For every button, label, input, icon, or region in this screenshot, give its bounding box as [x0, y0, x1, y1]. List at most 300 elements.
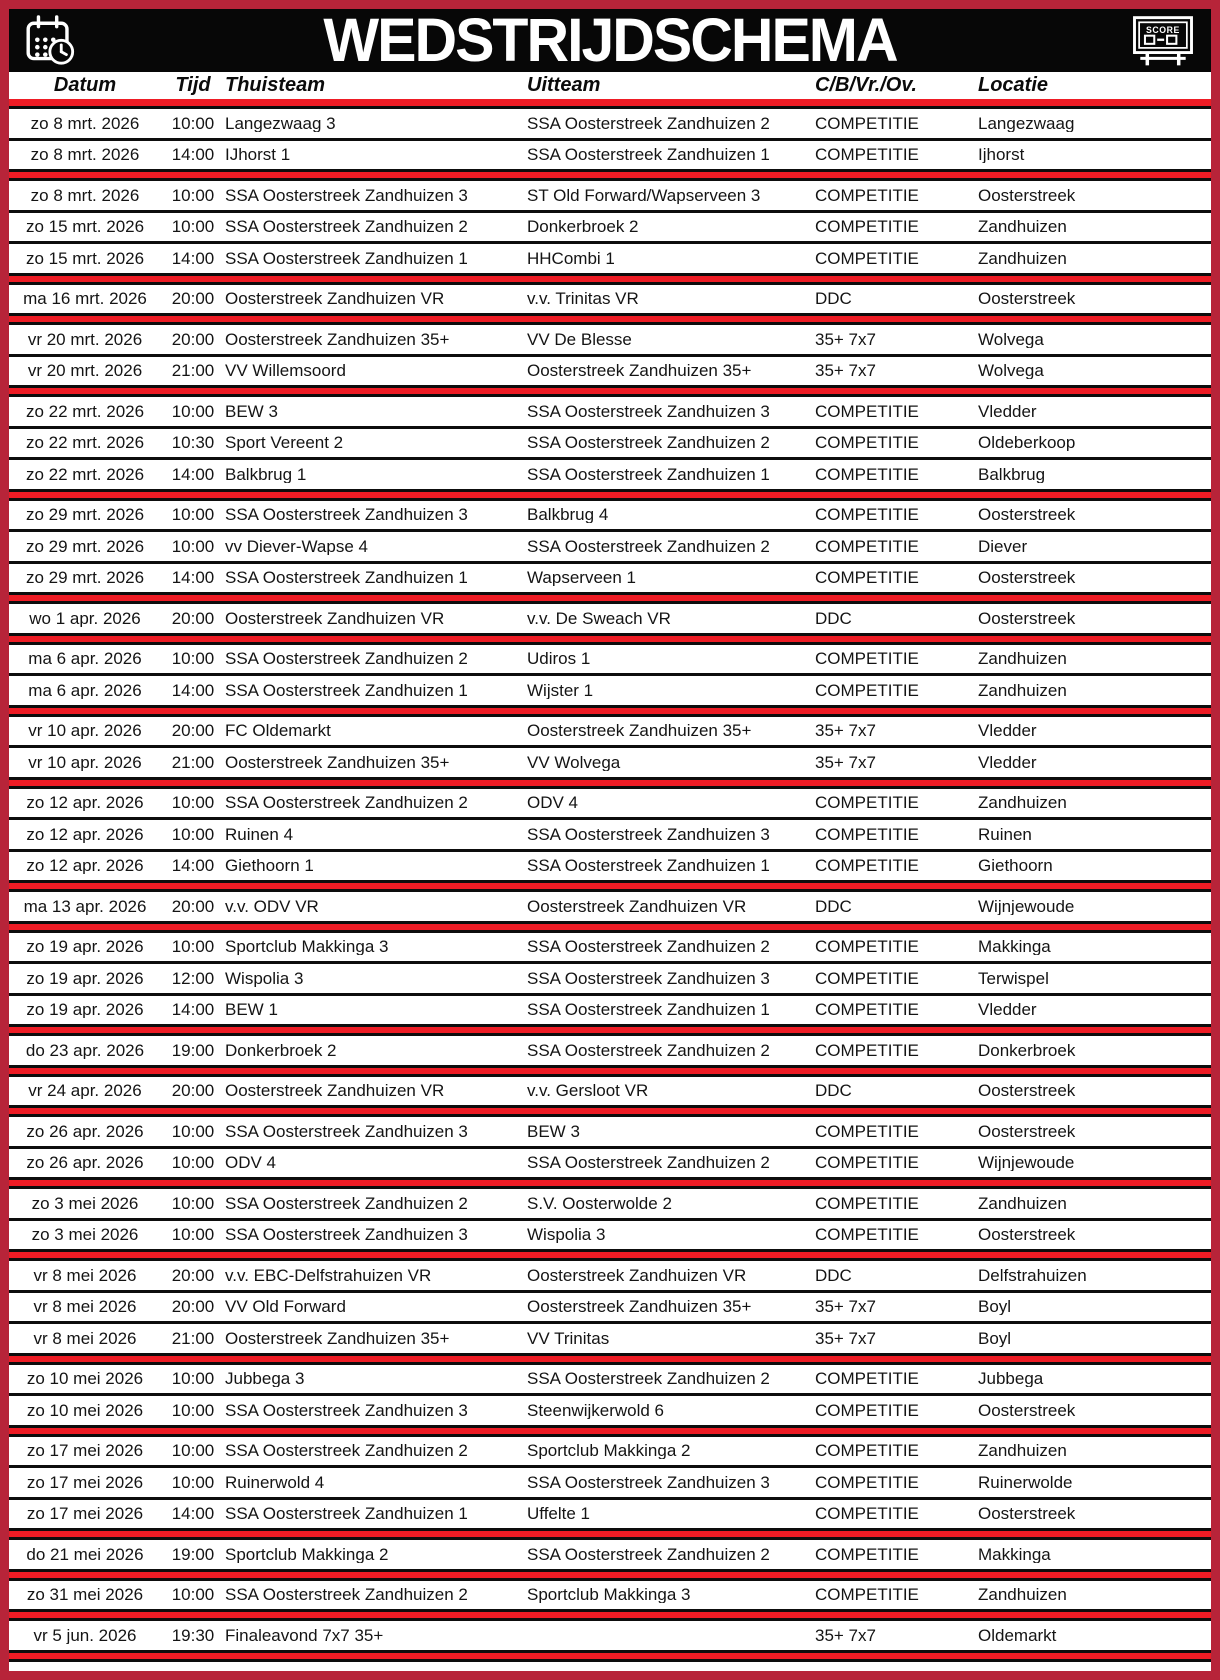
table-row [9, 1321, 1211, 1353]
cell-thuisteam: SSA Oosterstreek Zandhuizen 3 [225, 1122, 468, 1140]
cell-locatie: Diever [978, 537, 1028, 555]
cell-datum: zo 22 mrt. 2026 [25, 434, 145, 452]
cell-tijd: 14:00 [171, 1505, 215, 1523]
group-separator [9, 273, 1211, 285]
table-row [9, 1218, 1211, 1250]
group-separator [9, 633, 1211, 645]
cell-locatie: Ruinen [978, 825, 1032, 843]
cell-tijd: 10:00 [171, 1473, 215, 1491]
cell-uitteam: v.v. Gersloot VR [527, 1082, 649, 1100]
cell-uitteam: BEW 3 [527, 1122, 580, 1140]
cell-categorie: COMPETITIE [815, 569, 919, 587]
cell-categorie: COMPETITIE [815, 650, 919, 668]
group-separator [9, 1353, 1211, 1365]
cell-thuisteam: IJhorst 1 [225, 146, 291, 164]
cell-datum: zo 31 mei 2026 [26, 1586, 144, 1604]
table-row [9, 717, 1211, 746]
cell-uitteam: SSA Oosterstreek Zandhuizen 1 [527, 1001, 770, 1019]
cell-thuisteam: Sportclub Makkinga 2 [225, 1545, 389, 1563]
cell-thuisteam: SSA Oosterstreek Zandhuizen 3 [225, 186, 468, 204]
table-row [9, 1437, 1211, 1466]
cell-locatie: Oosterstreek [978, 1122, 1076, 1140]
cell-thuisteam: VV Old Forward [225, 1298, 346, 1316]
cell-locatie: Oosterstreek [978, 1505, 1076, 1523]
cell-thuisteam: Oosterstreek Zandhuizen 35+ [225, 1329, 450, 1347]
cell-locatie: Balkbrug [978, 465, 1046, 483]
cell-tijd: 21:00 [171, 1329, 215, 1347]
cell-thuisteam: Finaleavond 7x7 35+ [225, 1626, 384, 1644]
cell-categorie: 35+ 7x7 [815, 722, 876, 740]
cell-uitteam: SSA Oosterstreek Zandhuizen 1 [527, 146, 770, 164]
cell-locatie: Makkinga [978, 1545, 1051, 1563]
group-separator [9, 169, 1211, 181]
group-separator [9, 777, 1211, 789]
cell-datum: zo 15 mrt. 2026 [25, 249, 145, 267]
cell-categorie: COMPETITIE [815, 1442, 919, 1460]
cell-thuisteam: BEW 1 [225, 1001, 278, 1019]
match-group [9, 789, 1211, 881]
cell-thuisteam: Langezwaag 3 [225, 114, 336, 132]
cell-tijd: 20:00 [171, 290, 215, 308]
cell-thuisteam: Oosterstreek Zandhuizen 35+ [225, 330, 450, 348]
cell-datum: zo 17 mei 2026 [26, 1505, 144, 1523]
table-row [9, 1036, 1211, 1065]
cell-datum: zo 8 mrt. 2026 [30, 114, 140, 132]
cell-uitteam: SSA Oosterstreek Zandhuizen 1 [527, 465, 770, 483]
cell-categorie: COMPETITIE [815, 825, 919, 843]
cell-locatie: Oldeberkoop [978, 434, 1076, 452]
cell-uitteam: Wijster 1 [527, 681, 594, 699]
column-header-categorie: C/B/Vr./Ov. [815, 74, 917, 96]
cell-locatie: Wijnjewoude [978, 1154, 1075, 1172]
cell-datum: zo 22 mrt. 2026 [25, 465, 145, 483]
cell-tijd: 10:30 [171, 434, 215, 452]
cell-tijd: 14:00 [171, 146, 215, 164]
cell-locatie: Oldemarkt [978, 1626, 1057, 1644]
group-separator [9, 1249, 1211, 1261]
cell-thuisteam: SSA Oosterstreek Zandhuizen 3 [225, 506, 468, 524]
cell-datum: zo 3 mei 2026 [31, 1226, 139, 1244]
cell-tijd: 14:00 [171, 569, 215, 587]
cell-locatie: Makkinga [978, 938, 1051, 956]
cell-uitteam: Oosterstreek Zandhuizen VR [527, 1266, 747, 1284]
cell-thuisteam: SSA Oosterstreek Zandhuizen 2 [225, 1194, 468, 1212]
cell-tijd: 20:00 [171, 1082, 215, 1100]
group-separator [9, 1024, 1211, 1036]
cell-locatie: Wolvega [978, 330, 1044, 348]
table-row [9, 354, 1211, 386]
cell-uitteam: Oosterstreek Zandhuizen 35+ [527, 722, 752, 740]
cell-uitteam: Balkbrug 4 [527, 506, 609, 524]
cell-tijd: 19:00 [171, 1545, 215, 1563]
match-group [9, 325, 1211, 385]
cell-categorie: COMPETITIE [815, 402, 919, 420]
cell-locatie: Oosterstreek [978, 1082, 1076, 1100]
match-group [9, 397, 1211, 489]
cell-uitteam: Uffelte 1 [527, 1505, 591, 1523]
cell-thuisteam: SSA Oosterstreek Zandhuizen 1 [225, 569, 468, 587]
table-row [9, 561, 1211, 593]
cell-datum: vr 5 jun. 2026 [33, 1626, 137, 1644]
cell-tijd: 10:00 [171, 1442, 215, 1460]
cell-uitteam: v.v. Trinitas VR [527, 290, 639, 308]
cell-datum: zo 10 mei 2026 [26, 1401, 144, 1419]
cell-tijd: 14:00 [171, 249, 215, 267]
cell-tijd: 10:00 [171, 537, 215, 555]
cell-datum: do 21 mei 2026 [26, 1545, 144, 1563]
cell-tijd: 20:00 [171, 1266, 215, 1284]
match-group [9, 717, 1211, 777]
cell-uitteam: S.V. Oosterwolde 2 [527, 1194, 672, 1212]
table-row [9, 604, 1211, 633]
cell-locatie: Zandhuizen [978, 1442, 1067, 1460]
cell-locatie: Delfstrahuizen [978, 1266, 1087, 1284]
schedule-body [9, 109, 1211, 1662]
cell-datum: zo 29 mrt. 2026 [25, 506, 145, 524]
cell-uitteam: Oosterstreek Zandhuizen VR [527, 897, 747, 915]
cell-locatie: Oosterstreek [978, 186, 1076, 204]
cell-uitteam: SSA Oosterstreek Zandhuizen 1 [527, 857, 770, 875]
cell-locatie: Zandhuizen [978, 1586, 1067, 1604]
column-header-locatie: Locatie [978, 74, 1049, 96]
cell-thuisteam: v.v. EBC-Delfstrahuizen VR [225, 1266, 432, 1284]
group-separator [9, 1177, 1211, 1189]
cell-uitteam: SSA Oosterstreek Zandhuizen 2 [527, 114, 770, 132]
match-group [9, 645, 1211, 705]
group-separator [9, 921, 1211, 933]
cell-uitteam: Udiros 1 [527, 650, 591, 668]
cell-uitteam: SSA Oosterstreek Zandhuizen 2 [527, 1370, 770, 1388]
cell-locatie: Boyl [978, 1298, 1012, 1316]
cell-uitteam: SSA Oosterstreek Zandhuizen 2 [527, 537, 770, 555]
match-group [9, 1540, 1211, 1569]
cell-categorie: COMPETITIE [815, 465, 919, 483]
table-row [9, 1117, 1211, 1146]
column-header-row [9, 72, 1211, 99]
header-separator [9, 99, 1211, 109]
table-row [9, 325, 1211, 354]
cell-categorie: 35+ 7x7 [815, 1626, 876, 1644]
cell-thuisteam: Ruinen 4 [225, 825, 294, 843]
cell-thuisteam: SSA Oosterstreek Zandhuizen 2 [225, 1442, 468, 1460]
cell-locatie: Vledder [978, 753, 1037, 771]
cell-uitteam: Sportclub Makkinga 2 [527, 1442, 691, 1460]
cell-uitteam: ODV 4 [527, 794, 579, 812]
cell-tijd: 10:00 [171, 1401, 215, 1419]
table-row [9, 1290, 1211, 1322]
cell-tijd: 10:00 [171, 506, 215, 524]
cell-uitteam: SSA Oosterstreek Zandhuizen 2 [527, 1545, 770, 1563]
group-separator [9, 1609, 1211, 1621]
table-row [9, 993, 1211, 1025]
table-row [9, 1261, 1211, 1290]
group-separator [9, 880, 1211, 892]
cell-tijd: 20:00 [171, 722, 215, 740]
table-row [9, 1146, 1211, 1178]
cell-locatie: Langezwaag [978, 114, 1075, 132]
cell-thuisteam: Oosterstreek Zandhuizen VR [225, 609, 445, 627]
cell-datum: zo 3 mei 2026 [31, 1194, 139, 1212]
cell-datum: zo 26 apr. 2026 [26, 1122, 144, 1140]
cell-uitteam: SSA Oosterstreek Zandhuizen 2 [527, 1041, 770, 1059]
cell-uitteam: SSA Oosterstreek Zandhuizen 2 [527, 938, 770, 956]
cell-categorie: 35+ 7x7 [815, 1298, 876, 1316]
table-row [9, 181, 1211, 210]
cell-categorie: COMPETITIE [815, 1586, 919, 1604]
cell-uitteam: SSA Oosterstreek Zandhuizen 3 [527, 825, 770, 843]
match-group [9, 109, 1211, 169]
cell-locatie: Zandhuizen [978, 218, 1067, 236]
column-header-tijd: Tijd [175, 74, 211, 96]
cell-categorie: COMPETITIE [815, 1401, 919, 1419]
table-row [9, 1497, 1211, 1529]
cell-uitteam: ST Old Forward/Wapserveen 3 [527, 186, 761, 204]
group-separator [9, 592, 1211, 604]
match-group [9, 604, 1211, 633]
cell-thuisteam: BEW 3 [225, 402, 278, 420]
cell-thuisteam: v.v. ODV VR [225, 897, 319, 915]
cell-datum: zo 12 apr. 2026 [26, 857, 144, 875]
cell-categorie: COMPETITIE [815, 114, 919, 132]
table-row [9, 933, 1211, 962]
match-group [9, 1189, 1211, 1249]
cell-thuisteam: Oosterstreek Zandhuizen 35+ [225, 753, 450, 771]
cell-categorie: 35+ 7x7 [815, 362, 876, 380]
cell-thuisteam: SSA Oosterstreek Zandhuizen 1 [225, 249, 468, 267]
table-row [9, 892, 1211, 921]
cell-categorie: COMPETITIE [815, 537, 919, 555]
cell-locatie: Zandhuizen [978, 794, 1067, 812]
cell-tijd: 10:00 [171, 938, 215, 956]
cell-tijd: 14:00 [171, 857, 215, 875]
group-separator [9, 1528, 1211, 1540]
cell-categorie: DDC [815, 1266, 852, 1284]
cell-categorie: DDC [815, 609, 852, 627]
cell-locatie: Giethoorn [978, 857, 1053, 875]
cell-uitteam: VV De Blesse [527, 330, 632, 348]
cell-tijd: 19:30 [171, 1626, 215, 1644]
cell-thuisteam: FC Oldemarkt [225, 722, 331, 740]
cell-tijd: 10:00 [171, 794, 215, 812]
cell-datum: zo 22 mrt. 2026 [25, 402, 145, 420]
cell-categorie: COMPETITIE [815, 1154, 919, 1172]
scoreboard-icon [1131, 15, 1195, 68]
cell-thuisteam: Giethoorn 1 [225, 857, 314, 875]
table-row [9, 1077, 1211, 1106]
cell-locatie: Jubbega [978, 1370, 1044, 1388]
cell-tijd: 21:00 [171, 753, 215, 771]
cell-tijd: 20:00 [171, 897, 215, 915]
match-group [9, 1365, 1211, 1425]
cell-locatie: Oosterstreek [978, 1226, 1076, 1244]
cell-datum: zo 10 mei 2026 [26, 1370, 144, 1388]
cell-tijd: 12:00 [171, 969, 215, 987]
cell-categorie: COMPETITIE [815, 1473, 919, 1491]
table-row [9, 210, 1211, 242]
table-row [9, 817, 1211, 849]
table-row [9, 1365, 1211, 1394]
match-group [9, 285, 1211, 314]
cell-locatie: Vledder [978, 722, 1037, 740]
cell-categorie: COMPETITIE [815, 1122, 919, 1140]
cell-datum: ma 16 mrt. 2026 [23, 290, 147, 308]
cell-datum: ma 6 apr. 2026 [28, 681, 142, 699]
cell-datum: wo 1 apr. 2026 [29, 609, 141, 627]
page-title: WEDSTRIJDSCHEMA [323, 5, 897, 75]
cell-categorie: COMPETITIE [815, 506, 919, 524]
cell-locatie: Oosterstreek [978, 569, 1076, 587]
cell-thuisteam: Sportclub Makkinga 3 [225, 938, 389, 956]
match-group [9, 1261, 1211, 1353]
match-group [9, 1581, 1211, 1610]
cell-categorie: COMPETITIE [815, 1226, 919, 1244]
cell-thuisteam: Oosterstreek Zandhuizen VR [225, 290, 445, 308]
cell-locatie: Zandhuizen [978, 249, 1067, 267]
cell-thuisteam: Oosterstreek Zandhuizen VR [225, 1082, 445, 1100]
cell-uitteam: Oosterstreek Zandhuizen 35+ [527, 362, 752, 380]
table-row [9, 673, 1211, 705]
cell-uitteam: VV Wolvega [527, 753, 621, 771]
cell-tijd: 10:00 [171, 1122, 215, 1140]
cell-locatie: Oosterstreek [978, 1401, 1076, 1419]
cell-datum: zo 19 apr. 2026 [26, 1001, 144, 1019]
cell-categorie: COMPETITIE [815, 1041, 919, 1059]
cell-locatie: Vledder [978, 1001, 1037, 1019]
cell-datum: vr 24 apr. 2026 [28, 1082, 142, 1100]
cell-thuisteam: VV Willemsoord [225, 362, 346, 380]
table-row [9, 1540, 1211, 1569]
table-row [9, 1465, 1211, 1497]
cell-thuisteam: SSA Oosterstreek Zandhuizen 2 [225, 218, 468, 236]
cell-locatie: Wolvega [978, 362, 1044, 380]
table-row [9, 241, 1211, 273]
table-row [9, 109, 1211, 138]
group-separator [9, 1065, 1211, 1077]
cell-locatie: Terwispel [978, 969, 1049, 987]
cell-uitteam: Wapserveen 1 [527, 569, 636, 587]
cell-datum: zo 8 mrt. 2026 [30, 146, 140, 164]
cell-uitteam: SSA Oosterstreek Zandhuizen 2 [527, 434, 770, 452]
column-header-thuisteam: Thuisteam [225, 74, 326, 96]
cell-uitteam: VV Trinitas [527, 1329, 610, 1347]
cell-uitteam: Wispolia 3 [527, 1226, 606, 1244]
table-row [9, 501, 1211, 530]
cell-locatie: Ruinerwolde [978, 1473, 1073, 1491]
cell-tijd: 10:00 [171, 114, 215, 132]
cell-categorie: COMPETITIE [815, 434, 919, 452]
column-header-datum: Datum [53, 74, 117, 96]
cell-datum: zo 12 apr. 2026 [26, 825, 144, 843]
bottom-separator [9, 1650, 1211, 1662]
table-row [9, 645, 1211, 674]
group-separator [9, 1425, 1211, 1437]
cell-tijd: 20:00 [171, 1298, 215, 1316]
cell-thuisteam: SSA Oosterstreek Zandhuizen 2 [225, 1586, 468, 1604]
cell-categorie: COMPETITIE [815, 681, 919, 699]
cell-tijd: 10:00 [171, 1194, 215, 1212]
cell-locatie: Oosterstreek [978, 290, 1076, 308]
cell-tijd: 10:00 [171, 1154, 215, 1172]
cell-tijd: 10:00 [171, 1370, 215, 1388]
cell-categorie: COMPETITIE [815, 938, 919, 956]
table-row [9, 745, 1211, 777]
cell-categorie: COMPETITIE [815, 1001, 919, 1019]
cell-tijd: 10:00 [171, 186, 215, 204]
cell-categorie: DDC [815, 897, 852, 915]
cell-locatie: Zandhuizen [978, 1194, 1067, 1212]
cell-locatie: Zandhuizen [978, 650, 1067, 668]
group-separator [9, 385, 1211, 397]
cell-thuisteam: vv Diever-Wapse 4 [225, 537, 368, 555]
cell-tijd: 14:00 [171, 465, 215, 483]
cell-uitteam: Sportclub Makkinga 3 [527, 1586, 691, 1604]
cell-datum: vr 10 apr. 2026 [28, 722, 142, 740]
cell-datum: do 23 apr. 2026 [25, 1041, 145, 1059]
cell-datum: ma 6 apr. 2026 [28, 650, 142, 668]
table-row [9, 961, 1211, 993]
cell-uitteam: Donkerbroek 2 [527, 218, 639, 236]
cell-locatie: Oosterstreek [978, 506, 1076, 524]
cell-datum: zo 19 apr. 2026 [26, 938, 144, 956]
cell-categorie: DDC [815, 1082, 852, 1100]
cell-categorie: COMPETITIE [815, 218, 919, 236]
cell-uitteam: SSA Oosterstreek Zandhuizen 3 [527, 969, 770, 987]
cell-categorie: 35+ 7x7 [815, 1329, 876, 1347]
table-row [9, 849, 1211, 881]
cell-thuisteam: SSA Oosterstreek Zandhuizen 2 [225, 794, 468, 812]
cell-datum: vr 10 apr. 2026 [28, 753, 142, 771]
cell-categorie: COMPETITIE [815, 1505, 919, 1523]
cell-locatie: Oosterstreek [978, 609, 1076, 627]
group-separator [9, 1105, 1211, 1117]
cell-uitteam: Oosterstreek Zandhuizen 35+ [527, 1298, 752, 1316]
cell-datum: zo 29 mrt. 2026 [25, 569, 145, 587]
cell-categorie: COMPETITIE [815, 146, 919, 164]
match-group [9, 1621, 1211, 1650]
title-bar [9, 5, 1211, 75]
group-separator [9, 705, 1211, 717]
group-separator [9, 1569, 1211, 1581]
cell-datum: vr 20 mrt. 2026 [27, 362, 143, 380]
cell-thuisteam: Donkerbroek 2 [225, 1041, 337, 1059]
cell-datum: zo 26 apr. 2026 [26, 1154, 144, 1172]
table-row [9, 426, 1211, 458]
table-row [9, 138, 1211, 170]
cell-categorie: DDC [815, 290, 852, 308]
cell-locatie: Vledder [978, 402, 1037, 420]
cell-locatie: Ijhorst [978, 146, 1025, 164]
cell-tijd: 14:00 [171, 681, 215, 699]
cell-datum: vr 8 mei 2026 [33, 1329, 137, 1347]
match-group [9, 1077, 1211, 1106]
cell-tijd: 10:00 [171, 1226, 215, 1244]
match-group [9, 1117, 1211, 1177]
cell-datum: ma 13 apr. 2026 [23, 897, 147, 915]
cell-datum: vr 8 mei 2026 [33, 1298, 137, 1316]
cell-datum: zo 15 mrt. 2026 [25, 218, 145, 236]
table-row [9, 457, 1211, 489]
cell-categorie: COMPETITIE [815, 249, 919, 267]
match-group [9, 501, 1211, 593]
cell-categorie: COMPETITIE [815, 794, 919, 812]
cell-tijd: 21:00 [171, 362, 215, 380]
group-separator [9, 313, 1211, 325]
cell-tijd: 14:00 [171, 1001, 215, 1019]
cell-categorie: COMPETITIE [815, 1194, 919, 1212]
cell-uitteam: SSA Oosterstreek Zandhuizen 3 [527, 402, 770, 420]
cell-uitteam: SSA Oosterstreek Zandhuizen 3 [527, 1473, 770, 1491]
cell-thuisteam: Sport Vereent 2 [225, 434, 344, 452]
